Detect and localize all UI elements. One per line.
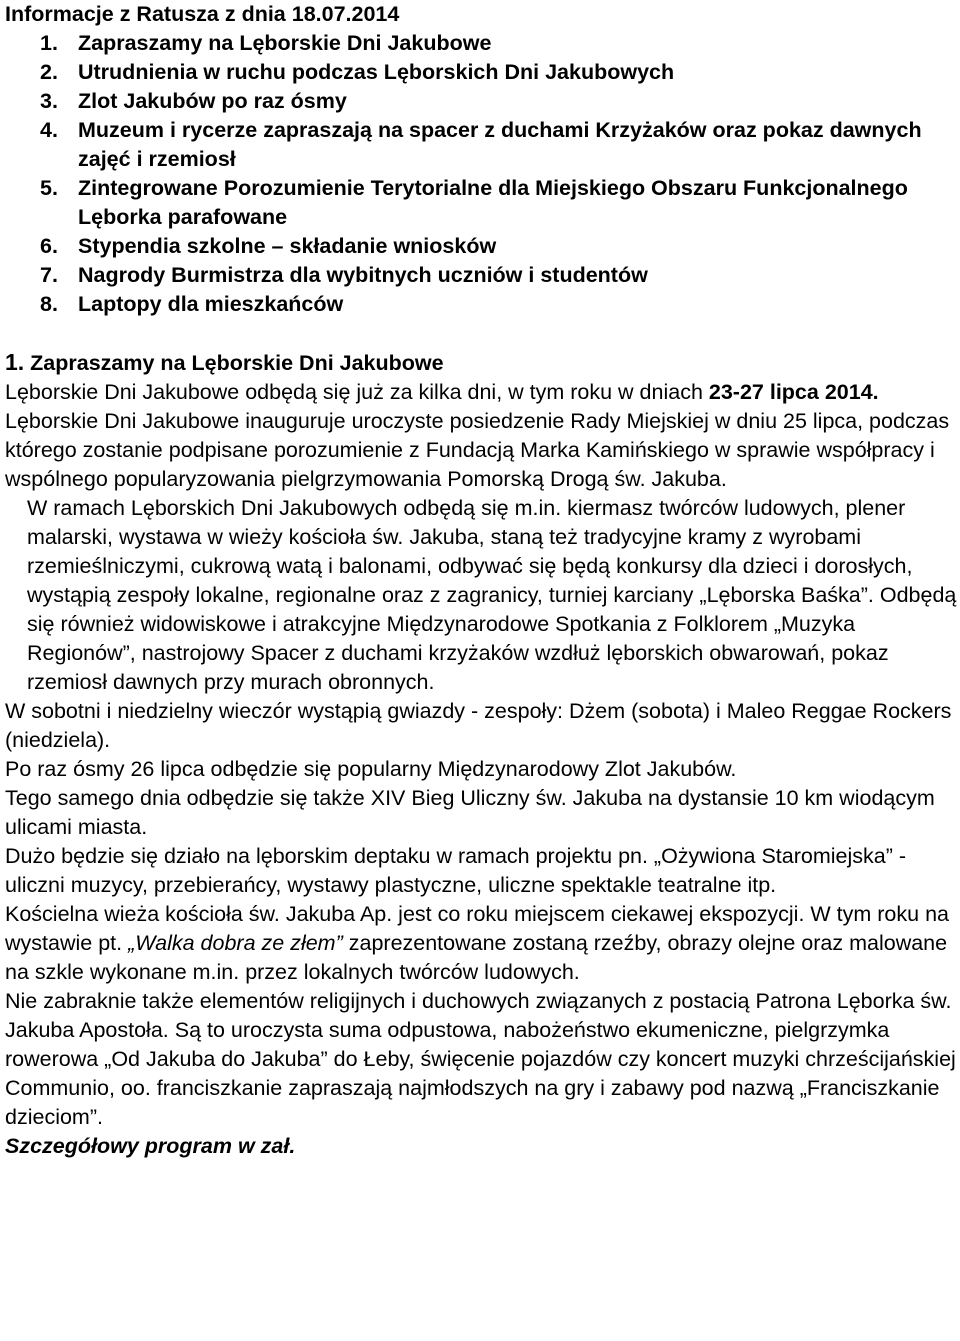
section-heading [5,348,957,378]
toc-item-number: 8. [40,292,58,316]
toc-item-number: 1. [40,31,58,55]
toc-item [5,290,957,319]
toc-item-text: Nagrody Burmistrza dla wybitnych uczniów i studentów [78,263,648,287]
toc-item [5,87,957,116]
paragraph-run: Tego samego dnia odbędzie się także XIV Bieg Uliczny św. Jakuba na dystansie 10 km wiodącym ulicami miasta. [5,786,935,839]
toc-item-text: Laptopy dla mieszkańców [78,292,344,316]
toc-item-number: 2. [40,60,58,84]
toc-item [5,29,957,58]
toc-item-text: Zlot Jakubów po raz ósmy [78,89,347,113]
toc-item-text: Zintegrowane Porozumienie Terytorialne dla Miejskiego Obszaru Funkcjonalnego Lęborka parafowane [78,176,908,229]
event-dates: 23-27 lipca 2014. [708,380,879,404]
document-title: Informacje z Ratusza z dnia 18.07.2014 [5,2,400,26]
table-of-contents [5,29,957,319]
document-page [5,0,957,1161]
toc-item [5,174,957,232]
toc-item-text: Utrudnienia w ruchu podczas Lęborskich Dni Jakubowych [78,60,675,84]
toc-item-text: Muzeum i rycerze zapraszają na spacer z duchami Krzyżaków oraz pokaz dawnych zajęć i rzemiosł [78,118,922,171]
exhibition-text-continued: zaprezentowane zostaną rzeźby, obrazy olejne oraz malowane na szkle wykonane m.in. przez lokalnych twórców ludowych. [5,931,948,984]
exhibition-text: Kościelna wieża kościoła św. Jakuba Ap. jest co roku miejscem ciekawej ekspozycji. W tym roku na wystawie pt. [5,902,949,955]
toc-item-number: 3. [40,89,58,113]
paragraph-exhibition [5,900,957,987]
toc-item [5,58,957,87]
exhibition-title: „Walka dobra ze złem” [128,931,343,955]
section-number: 1. [5,349,25,375]
toc-item [5,232,957,261]
toc-item [5,116,957,174]
intro-text: Lęborskie Dni Jakubowe odbędą się już za kilka dni, w tym roku w dniach [5,380,709,404]
toc-item-text: Zapraszamy na Lęborskie Dni Jakubowe [78,31,492,55]
paragraph-events: W ramach Lęborskich Dni Jakubowych odbędą się m.in. kiermasz twórców ludowych, plener malarski, wystawa w wieży kościoła św. Jakuba, staną też tradycyjne kramy z wyrobami rzemieślniczymi, cukrową watą i balonami, odbywać się będą konkursy dla dzieci i dorosłych, wystąpią zespoły lokalne, regionalne oraz z zagranicy, turniej karciany „Lęborska Baśka”. Odbędą się również widowiskowe i atrakcyjne Międzynarodowe Spotkania z Folklorem „Muzyka Regionów”, nastrojowy Spacer z duchami krzyżaków wzdłuż lęborskich obwarowań, pokaz rzemiosł dawnych przy murach obronnych. [27,496,957,694]
paragraph-promenade: Dużo będzie się działo na lęborskim deptaku w ramach projektu pn. „Ożywiona Staromiejska” - uliczni muzycy, przebierańcy, wystawy plastyczne, uliczne spektakle teatralne itp. [5,844,907,897]
paragraph-religious: Nie zabraknie także elementów religijnych i duchowych związanych z postacią Patrona Lęborka św. Jakuba Apostoła. Są to uroczysta suma odpustowa, nabożeństwo ekumeniczne, pielgrzymka rowerowa „Od Jakuba do Jakuba” do Łeby, święcenie pojazdów czy koncert muzyki chrześcijańskiej Communio, oo. franciszkanie zapraszają najmłodszych na gry i zabawy pod nazwą „Franciszkanie dzieciom”. [5,989,956,1129]
toc-item-number: 5. [40,176,58,200]
section-title: Zapraszamy na Lęborskie Dni Jakubowe [30,351,444,375]
toc-item-number: 4. [40,118,58,142]
program-note: Szczegółowy program w zał. [5,1134,296,1158]
toc-item-number: 7. [40,263,58,287]
toc-item-text: Stypendia szkolne – składanie wniosków [78,234,497,258]
paragraph-rally: Po raz ósmy 26 lipca odbędzie się popularny Międzynarodowy Zlot Jakubów. [5,757,737,781]
intro-paragraph [5,378,957,407]
toc-item-number: 6. [40,234,58,258]
paragraph-concerts: W sobotni i niedzielny wieczór wystąpią gwiazdy - zespoły: Dżem (sobota) i Maleo Reggae Rockers (niedziela). [5,699,952,752]
paragraph-inauguration: Lęborskie Dni Jakubowe inauguruje uroczyste posiedzenie Rady Miejskiej w dniu 25 lipca, podczas którego zostanie podpisane porozumienie z Fundacją Marka Kamińskiego w sprawie współpracy i wspólnego popularyzowania pielgrzymowania Pomorską Drogą św. Jakuba. [5,409,950,491]
toc-item [5,261,957,290]
